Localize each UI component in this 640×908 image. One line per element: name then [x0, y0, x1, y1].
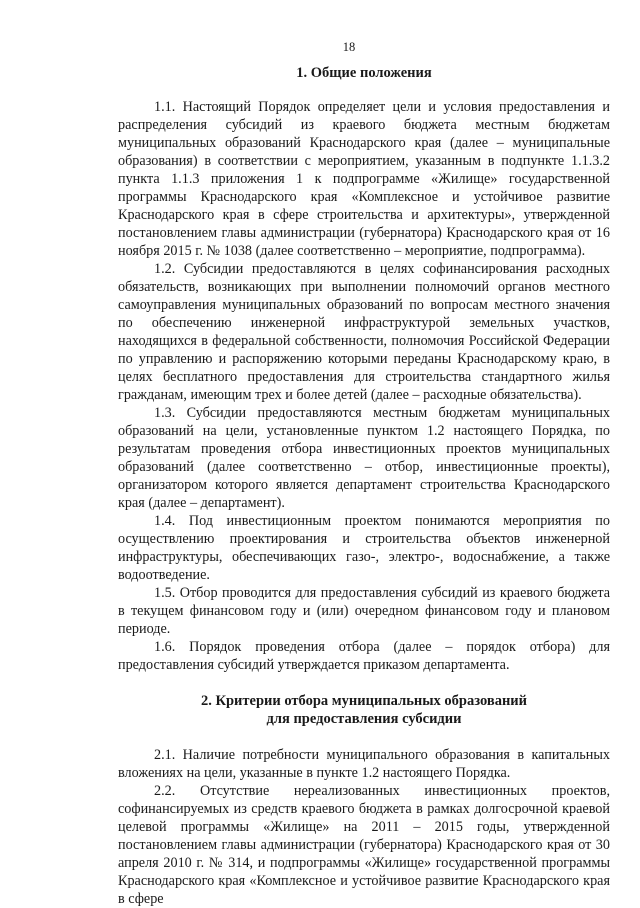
- section-2-heading-line-2: для предоставления субсидии: [266, 711, 462, 727]
- paragraph-1-3: 1.3. Субсидии предоставляются местным бюджетам муниципальных образований на цели, установленные пунктом 1.2 настоящего Порядка, по результатам проведения отбора инвестиционных проектов муниципальных образований (далее соответственно – отбор, инвестиционные проекты), организатором которого является департамент строительства Краснодарского края (далее – департамент).: [118, 405, 610, 511]
- section-1-heading: 1. Общие положения: [296, 65, 432, 81]
- paragraph-1-5: 1.5. Отбор проводится для предоставления субсидий из краевого бюджета в текущем финансовом году и (или) очередном финансовом году и плановом периоде.: [118, 585, 610, 637]
- paragraph-1-2: 1.2. Субсидии предоставляются в целях софинансирования расходных обязательств, возникающих при выполнении полномочий органов местного самоуправления муниципальных образований по вопросам местного значения по обеспечению инженерной инфраструктурой земельных участков, находящихся в федеральной собственности, полномочия Российской Федерации по управлению и распоряжению которыми переданы Краснодарскому краю, в целях бесплатного предоставления для строительства стандартного жилья гражданам, имеющим трех и более детей (далее – расходные обязательства).: [118, 261, 610, 403]
- paragraph-2-1: 2.1. Наличие потребности муниципального образования в капитальных вложениях на цели, указанные в пункте 1.2 настоящего Порядка.: [118, 747, 610, 781]
- section-2-heading-line-1: 2. Критерии отбора муниципальных образований: [200, 693, 528, 709]
- paragraph-2-2: 2.2. Отсутствие нереализованных инвестиционных проектов, софинансируемых из средств краевого бюджета в рамках долгосрочной краевой целевой программы «Жилище» на 2011 – 2015 годы, утвержденной постановлением главы администрации (губернатора) Краснодарского края от 30 апреля 2010 г. № 314, и подпрограммы «Жилище» государственной программы Краснодарского края «Комплексное и устойчивое развитие Краснодарского края в сфере: [118, 783, 610, 907]
- paragraph-1-4: 1.4. Под инвестиционным проектом понимаются мероприятия по осуществлению проектирования и строительства объектов инженерной инфраструктуры, обеспечивающих газо-, электро-, водоснабжение, а также водоотведение.: [118, 513, 610, 583]
- paragraph-1-6: 1.6. Порядок проведения отбора (далее – порядок отбора) для предоставления субсидий утверждается приказом департамента.: [118, 639, 610, 673]
- paragraph-1-1: 1.1. Настоящий Порядок определяет цели и условия предоставления и распределения субсидий из краевого бюджета местным бюджетам муниципальных образований Краснодарского края (далее – муниципальные образования) в соответствии с мероприятием, указанным в подпункте 1.1.3.2 пункта 1.1.3 приложения 1 к подпрограмме «Жилище» государственной программы Краснодарского края «Комплексное и устойчивое развитие Краснодарского края в сфере строительства и архитектуры», утвержденной постановлением главы администрации (губернатора) Краснодарского края от 16 ноября 2015 г. № 1038 (далее соответственно – мероприятие, подпрограмма).: [118, 99, 610, 259]
- page-number: 18: [342, 40, 356, 54]
- section-2-heading: [118, 692, 610, 728]
